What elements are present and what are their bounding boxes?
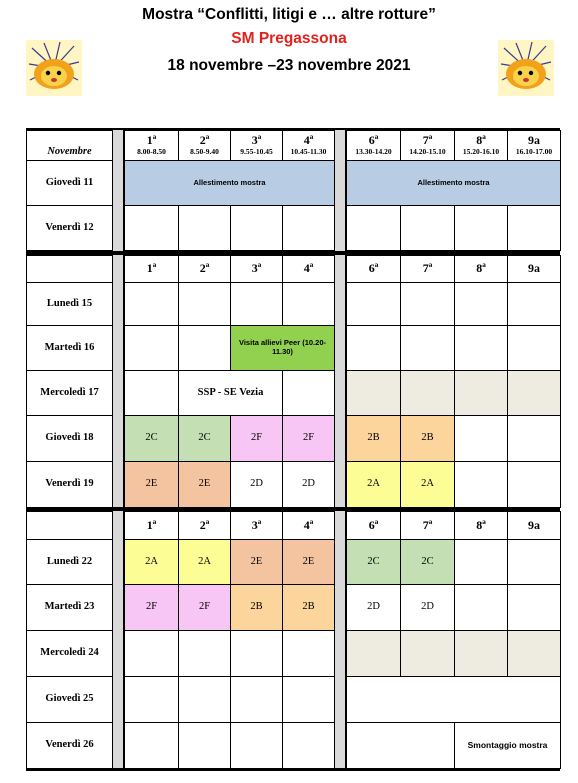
mar16-slot-7	[454, 325, 508, 371]
lun22-slot-8	[507, 539, 561, 585]
day-label-mer17: Mercoledì 17	[26, 370, 113, 416]
allestimento-am: Allestimento mostra	[124, 160, 335, 206]
period-header-7	[454, 255, 508, 283]
lun15-slot-7	[454, 282, 508, 326]
period-time: 13.30-14.20	[355, 147, 392, 157]
period-header-5	[346, 255, 401, 283]
gio11-gutter-2	[334, 160, 346, 206]
corner-cell-2	[26, 255, 113, 283]
mer24-slot-1	[124, 630, 179, 677]
lun22-slot-6: 2C	[400, 539, 455, 585]
period-number: 9a	[528, 261, 540, 276]
mar16-slot-5	[346, 325, 401, 371]
ven19-slot-4: 2D	[282, 461, 335, 508]
period-header-3	[230, 130, 283, 161]
period-header-3	[230, 511, 283, 540]
ven12-slot-8	[507, 205, 561, 251]
day-label-ven12: Venerdì 12	[26, 205, 113, 251]
day-label-gio25: Giovedì 25	[26, 676, 113, 723]
gio18-slot-6: 2B	[400, 415, 455, 462]
ven19-slot-6: 2A	[400, 461, 455, 508]
period-header-6	[400, 255, 455, 283]
period-number: 4ª	[303, 517, 314, 532]
period-number: 3ª	[251, 261, 262, 276]
period-number: 7ª	[422, 133, 433, 148]
period-number: 4ª	[303, 133, 314, 148]
day-label-lun22: Lunedì 22	[26, 539, 113, 585]
header-2-gutter-2	[334, 255, 346, 283]
mar16-slot-6	[400, 325, 455, 371]
lun22-slot-2: 2A	[178, 539, 231, 585]
date-range: 18 novembre –23 novembre 2021	[167, 57, 411, 74]
mer24-slot-6	[400, 630, 455, 677]
lun15-slot-3	[230, 282, 283, 326]
ven12-slot-7	[454, 205, 508, 251]
bottom-border	[26, 768, 560, 771]
period-number: 3ª	[251, 133, 262, 148]
mer24-slot-5	[346, 630, 401, 677]
smontaggio: Smontaggio mostra	[454, 722, 561, 769]
ven19-slot-2: 2E	[178, 461, 231, 508]
period-time: 16.10-17.00	[515, 147, 553, 157]
period-header-4	[282, 130, 335, 161]
ven12-slot-1	[124, 205, 179, 251]
ven12-gutter-1	[112, 205, 124, 251]
mer24-gutter-1	[112, 630, 124, 677]
mer17-gutter-1	[112, 370, 124, 416]
corner-cell-3	[26, 511, 113, 540]
period-number: 2ª	[199, 133, 210, 148]
period-time: 8.00-8.50	[137, 147, 166, 157]
period-number: 2ª	[199, 517, 210, 532]
mer17-slot-5	[346, 370, 401, 416]
ven26-slot-1	[124, 722, 179, 769]
header-3-gutter-2	[334, 511, 346, 540]
period-header-2	[178, 255, 231, 283]
period-header-5	[346, 511, 401, 540]
lun15-slot-4	[282, 282, 335, 326]
period-number: 7ª	[422, 261, 433, 276]
period-number: 8ª	[476, 517, 486, 532]
gio18-gutter-1	[112, 415, 124, 462]
day-label-mer24: Mercoledì 24	[26, 630, 113, 677]
period-number: 1ª	[146, 261, 157, 276]
period-time: 8.50-9.40	[190, 147, 219, 157]
mer24-slot-2	[178, 630, 231, 677]
gio25-slot-4	[282, 676, 335, 723]
period-time: 9.55-10.45	[240, 147, 273, 157]
mer24-slot-8	[507, 630, 561, 677]
mer17-slot-4	[282, 370, 335, 416]
lun22-slot-7	[454, 539, 508, 585]
period-header-6	[400, 130, 455, 161]
lun22-slot-1: 2A	[124, 539, 179, 585]
lun15-slot-2	[178, 282, 231, 326]
period-header-8	[507, 255, 561, 283]
mar23-gutter-1	[112, 584, 124, 631]
ven12-gutter-2	[334, 205, 346, 251]
mer24-slot-4	[282, 630, 335, 677]
gio18-slot-2: 2C	[178, 415, 231, 462]
day-label-ven19: Venerdì 19	[26, 461, 113, 508]
mer17-slot-8	[507, 370, 561, 416]
allestimento-pm: Allestimento mostra	[346, 160, 561, 206]
day-label-gio11: Giovedì 11	[26, 160, 113, 206]
ven26-slot-4	[282, 722, 335, 769]
period-number: 9a	[528, 517, 540, 532]
day-label-mar16: Martedì 16	[26, 325, 113, 371]
ven12-slot-4	[282, 205, 335, 251]
school-name: SM Pregassona	[231, 30, 347, 47]
corner-cell-1: Novembre	[26, 130, 113, 161]
lun22-slot-3: 2E	[230, 539, 283, 585]
ven26-slot-3	[230, 722, 283, 769]
gio18-slot-1: 2C	[124, 415, 179, 462]
period-number: 1ª	[146, 133, 157, 148]
mar16-gutter-1	[112, 325, 124, 371]
period-header-1	[124, 511, 179, 540]
header-1-gutter-1	[112, 130, 124, 161]
mar23-slot-1: 2F	[124, 584, 179, 631]
ven12-slot-2	[178, 205, 231, 251]
period-header-7	[454, 130, 508, 161]
gio18-slot-7	[454, 415, 508, 462]
period-header-2	[178, 511, 231, 540]
day-label-lun15: Lunedì 15	[26, 282, 113, 326]
mer17-slot-7	[454, 370, 508, 416]
lun15-gutter-2	[334, 282, 346, 326]
period-header-4	[282, 511, 335, 540]
gio18-slot-5: 2B	[346, 415, 401, 462]
mar23-slot-6: 2D	[400, 584, 455, 631]
lun22-slot-4: 2E	[282, 539, 335, 585]
lun15-slot-8	[507, 282, 561, 326]
ven19-gutter-2	[334, 461, 346, 508]
ven26-gutter-2	[334, 722, 346, 769]
period-header-6	[400, 511, 455, 540]
period-header-7	[454, 511, 508, 540]
day-label-gio18: Giovedì 18	[26, 415, 113, 462]
period-header-1	[124, 130, 179, 161]
period-number: 6ª	[368, 133, 379, 148]
mer17-slot-6	[400, 370, 455, 416]
lun22-gutter-2	[334, 539, 346, 585]
period-number: 6ª	[368, 261, 379, 276]
period-number: 8ª	[476, 261, 486, 276]
period-header-3	[230, 255, 283, 283]
period-number: 9a	[528, 133, 540, 148]
lun15-slot-6	[400, 282, 455, 326]
mer24-slot-7	[454, 630, 508, 677]
period-number: 8ª	[476, 133, 486, 148]
period-header-4	[282, 255, 335, 283]
lun15-slot-5	[346, 282, 401, 326]
gio18-slot-4: 2F	[282, 415, 335, 462]
period-time: 10.45-11.30	[290, 147, 327, 157]
gio18-slot-3: 2F	[230, 415, 283, 462]
ven12-slot-6	[400, 205, 455, 251]
mar16-slot-1	[124, 325, 179, 371]
lun15-gutter-1	[112, 282, 124, 326]
period-number: 7ª	[422, 517, 433, 532]
gio18-gutter-2	[334, 415, 346, 462]
ven19-slot-8	[507, 461, 561, 508]
mar23-slot-8	[507, 584, 561, 631]
ssp-se-vezia: SSP - SE Vezia	[178, 370, 283, 416]
period-number: 6ª	[368, 517, 379, 532]
gio18-slot-8	[507, 415, 561, 462]
period-header-5	[346, 130, 401, 161]
mar16-slot-8	[507, 325, 561, 371]
gio25-slot-1	[124, 676, 179, 723]
mar16-gutter-2	[334, 325, 346, 371]
day-label-mar23: Martedì 23	[26, 584, 113, 631]
mar23-slot-4: 2B	[282, 584, 335, 631]
header-1-gutter-2	[334, 130, 346, 161]
mer24-slot-3	[230, 630, 283, 677]
mar16-slot-2	[178, 325, 231, 371]
ven26-afternoon-1	[346, 722, 455, 769]
period-number: 3ª	[251, 517, 262, 532]
period-header-1	[124, 255, 179, 283]
header-3-gutter-1	[112, 511, 124, 540]
period-number: 2ª	[199, 261, 210, 276]
gio25-gutter-1	[112, 676, 124, 723]
exhibition-title: Mostra “Conflitti, litigi e … altre rotture”	[142, 6, 436, 23]
mer24-gutter-2	[334, 630, 346, 677]
ven19-slot-3: 2D	[230, 461, 283, 508]
period-header-8	[507, 511, 561, 540]
lun15-slot-1	[124, 282, 179, 326]
mar23-gutter-2	[334, 584, 346, 631]
period-time: 14.20-15.10	[409, 147, 446, 157]
ven19-gutter-1	[112, 461, 124, 508]
period-number: 4ª	[303, 261, 314, 276]
mar23-slot-7	[454, 584, 508, 631]
day-label-ven26: Venerdì 26	[26, 722, 113, 769]
period-header-8	[507, 130, 561, 161]
gio25-slot-2	[178, 676, 231, 723]
mar23-slot-2: 2F	[178, 584, 231, 631]
mar23-slot-5: 2D	[346, 584, 401, 631]
header-2-gutter-1	[112, 255, 124, 283]
lun22-slot-5: 2C	[346, 539, 401, 585]
ven19-slot-5: 2A	[346, 461, 401, 508]
ven12-slot-3	[230, 205, 283, 251]
visita-peer: Visita allievi Peer (10.20-11.30)	[230, 325, 335, 371]
ven26-gutter-1	[112, 722, 124, 769]
gio25-afternoon	[346, 676, 561, 723]
lun22-gutter-1	[112, 539, 124, 585]
mer17-gutter-2	[334, 370, 346, 416]
ven26-slot-2	[178, 722, 231, 769]
period-time: 15.20-16.10	[462, 147, 500, 157]
ven19-slot-7	[454, 461, 508, 508]
gio25-gutter-2	[334, 676, 346, 723]
period-header-2	[178, 130, 231, 161]
mar23-slot-3: 2B	[230, 584, 283, 631]
ven12-slot-5	[346, 205, 401, 251]
period-number: 1ª	[146, 517, 157, 532]
gio11-gutter-1	[112, 160, 124, 206]
mer17-slot-1	[124, 370, 179, 416]
gio25-slot-3	[230, 676, 283, 723]
ven19-slot-1: 2E	[124, 461, 179, 508]
